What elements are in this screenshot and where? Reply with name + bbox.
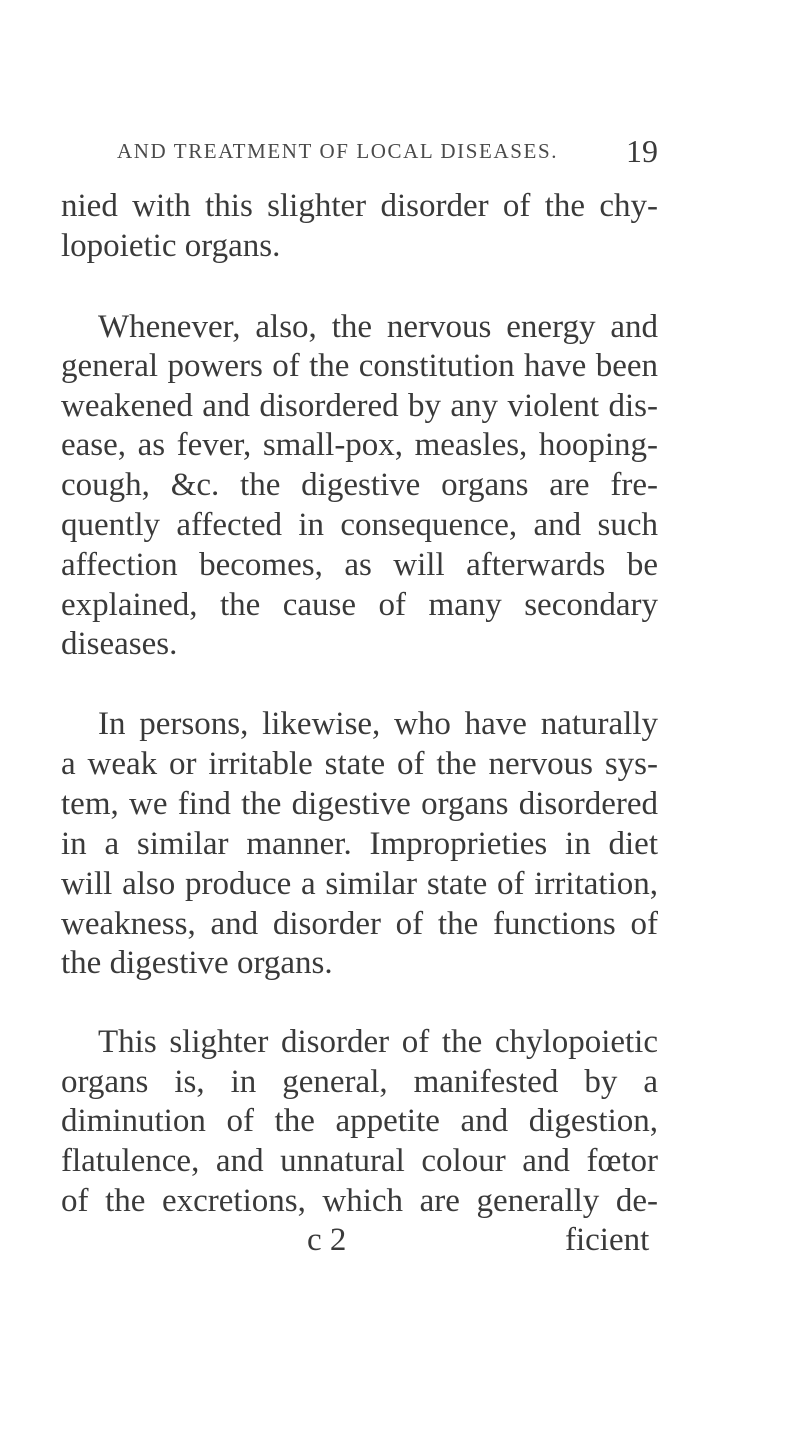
paragraph-first-line: This slighter disorder of the chylopoietic bbox=[98, 1024, 658, 1060]
signature-mark: c 2 bbox=[307, 1222, 347, 1258]
text-line: general powers of the constitution have been bbox=[61, 348, 658, 384]
page-number: 19 bbox=[626, 133, 658, 169]
text-line: the digestive organs. bbox=[61, 945, 333, 981]
text-line: tem, we find the digestive organs disordered bbox=[61, 786, 658, 822]
running-head-title: AND TREATMENT OF LOCAL DISEASES. bbox=[117, 139, 559, 163]
text-line: diminution of the appetite and digestion, bbox=[61, 1103, 658, 1139]
text-line: flatulence, and unnatural colour and fœtor bbox=[61, 1143, 658, 1179]
text-line: cough, &c. the digestive organs are fre- bbox=[61, 467, 658, 503]
text-line: nied with this slighter disorder of the chy- bbox=[61, 188, 658, 224]
text-line: organs is, in general, manifested by a bbox=[61, 1064, 658, 1100]
running-head bbox=[117, 133, 658, 173]
text-line: will also produce a similar state of irritation, bbox=[61, 866, 658, 902]
text-line: ease, as fever, small-pox, measles, hooping- bbox=[61, 427, 658, 463]
text-line: weakness, and disorder of the functions of bbox=[61, 906, 658, 942]
paragraph-first-line: Whenever, also, the nervous energy and bbox=[98, 309, 658, 345]
catchword: ficient bbox=[565, 1222, 650, 1258]
paragraph-first-line: In persons, likewise, who have naturally bbox=[98, 706, 658, 742]
text-line: weakened and disordered by any violent dis- bbox=[61, 388, 658, 424]
catchline bbox=[0, 1220, 800, 1260]
text-line: affection becomes, as will afterwards be bbox=[61, 547, 658, 583]
text-line: explained, the cause of many secondary bbox=[61, 587, 658, 623]
text-line: in a similar manner. Improprieties in diet bbox=[61, 826, 658, 862]
text-line: of the excretions, which are generally de- bbox=[61, 1183, 658, 1219]
text-line: a weak or irritable state of the nervous sys- bbox=[61, 746, 658, 782]
text-line: lopoietic organs. bbox=[61, 228, 281, 264]
text-line: quently affected in consequence, and such bbox=[61, 507, 658, 543]
text-line: diseases. bbox=[61, 626, 178, 662]
